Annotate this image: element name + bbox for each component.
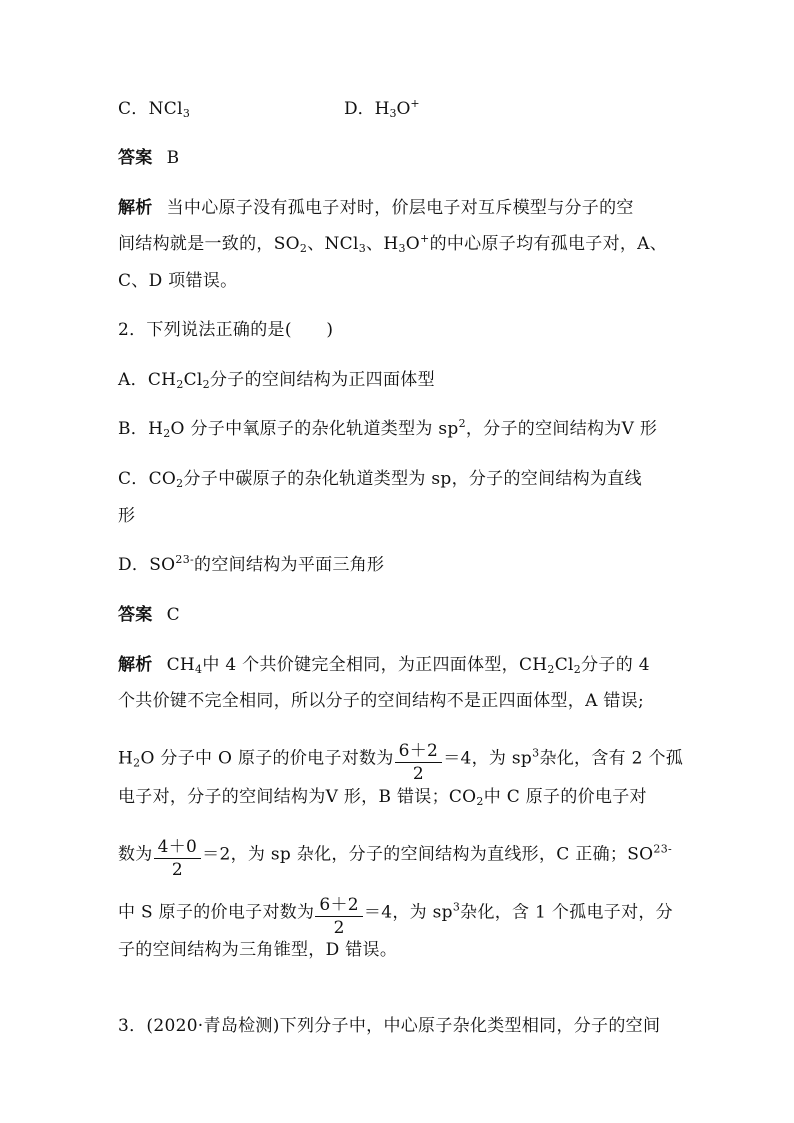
option-text: 形 — [118, 506, 136, 526]
analysis-text: O — [405, 234, 421, 254]
q1-analysis-line-3 — [118, 270, 237, 292]
q1-analysis-line-2 — [118, 233, 667, 255]
option-text: B．H — [118, 419, 164, 439]
q1-option-c — [118, 98, 190, 120]
analysis-text: 分子的 4 — [581, 655, 650, 675]
q2-option-c-line-1 — [118, 468, 642, 490]
subscript: 2 — [176, 378, 184, 391]
q1-option-d — [344, 98, 420, 120]
subscript: 2 — [573, 663, 582, 676]
fraction-numerator: 6＋2 — [395, 741, 443, 763]
q2-analysis-line-1 — [118, 654, 650, 676]
fraction-denominator: 2 — [333, 918, 345, 938]
question-stem: 3．(2020·青岛检测)下列分子中，中心原子杂化类型相同，分子的空间 — [118, 1016, 661, 1036]
option-text: D．H — [344, 99, 390, 119]
q2-answer — [118, 604, 180, 626]
option-text: ，分子的空间结构为V 形 — [465, 419, 658, 439]
q2-option-b — [118, 418, 657, 440]
subscript: 2 — [202, 378, 210, 391]
fraction-denominator: 2 — [171, 860, 183, 880]
subscript: 2 — [133, 756, 141, 770]
subscript: 4 — [195, 663, 203, 676]
subscript: 3 — [182, 107, 191, 120]
analysis-text: 中 S 原子的价电子对数为 — [118, 902, 315, 923]
fraction — [315, 895, 363, 939]
analysis-text: 间结构就是一致的，SO — [118, 234, 300, 254]
q2-option-d — [118, 554, 384, 576]
superscript: 3 — [532, 746, 540, 760]
superscript: + — [420, 232, 430, 245]
analysis-text: 个共价键不完全相同，所以分子的空间结构不是正四面体型，A 错误; — [118, 691, 645, 711]
option-text: 分子的空间结构为正四面体型 — [209, 370, 435, 390]
analysis-text: 的中心原子均有孤电子对，A、 — [429, 234, 668, 254]
subscript: 2 — [476, 795, 484, 808]
answer-value: B — [166, 148, 180, 168]
analysis-text: 、H — [366, 234, 399, 254]
option-text: O — [396, 99, 411, 119]
fraction-numerator: 6＋2 — [315, 895, 363, 917]
analysis-text: 数为 — [118, 844, 153, 865]
superscript: 23- — [653, 842, 673, 856]
option-text: 的空间结构为平面三角形 — [194, 555, 385, 575]
analysis-text: 、NCl — [307, 234, 359, 254]
analysis-text: Cl — [554, 655, 574, 675]
option-text: 分子中碳原子的杂化轨道类型为 sp，分子的空间结构为直线 — [183, 469, 642, 489]
analysis-text: ＝4，为 sp — [363, 902, 453, 923]
answer-label: 答案 — [118, 605, 153, 625]
q2-analysis-line-2 — [118, 690, 644, 712]
option-text: C．NCl — [118, 99, 183, 119]
q2-stem — [118, 319, 333, 341]
analysis-text: H — [118, 748, 134, 769]
analysis-label: 解析 — [118, 198, 153, 218]
q2-analysis-line-7 — [118, 939, 397, 961]
superscript: 3 — [452, 900, 461, 914]
q3-stem — [118, 1015, 660, 1037]
analysis-text: ＝4，为 sp — [443, 748, 533, 769]
subscript: 2 — [547, 663, 555, 676]
subscript: 2 — [176, 477, 184, 490]
analysis-text: CH — [166, 655, 196, 675]
subscript: 3 — [358, 242, 367, 255]
fraction — [154, 837, 202, 881]
analysis-text: 当中心原子没有孤电子对时，价层电子对互斥模型与分子的空 — [166, 198, 634, 218]
analysis-text: 杂化，含 1 个孤电子对，分 — [460, 902, 673, 923]
analysis-text: 电子对，分子的空间结构为V 形，B 错误；CO — [118, 787, 477, 807]
analysis-text: 子的空间结构为三角锥型，D 错误。 — [118, 940, 398, 960]
option-text: A．CH — [118, 370, 177, 390]
answer-value: C — [166, 605, 180, 625]
q2-analysis-line-4 — [118, 786, 647, 808]
superscript: + — [410, 97, 420, 110]
option-text: Cl — [183, 370, 203, 390]
subscript: 2 — [163, 427, 171, 440]
q2-analysis-line-6 — [118, 891, 673, 938]
q2-option-a — [118, 369, 435, 391]
subscript: 3 — [398, 242, 406, 255]
answer-label: 答案 — [118, 148, 153, 168]
analysis-label: 解析 — [118, 655, 153, 675]
q2-analysis-line-3 — [118, 737, 684, 784]
option-text: O 分子中氧原子的杂化轨道类型为 sp — [170, 419, 459, 439]
superscript: 23- — [175, 553, 195, 566]
option-text: C．CO — [118, 469, 177, 489]
option-text: D．SO — [118, 555, 176, 575]
subscript: 2 — [299, 242, 308, 255]
q2-option-c-line-2 — [118, 505, 135, 527]
q1-analysis-line-1 — [118, 197, 634, 219]
fraction-numerator: 4＋0 — [154, 837, 202, 859]
q2-analysis-line-5 — [118, 833, 673, 880]
fraction — [395, 741, 443, 785]
analysis-text: ＝2，为 sp 杂化，分子的空间结构为直线形，C 正确；SO — [202, 844, 654, 865]
fraction-denominator: 2 — [412, 764, 424, 784]
analysis-text: 杂化，含有 2 个孤 — [539, 748, 684, 769]
analysis-text: C、D 项错误。 — [118, 271, 238, 291]
analysis-text: O 分子中 O 原子的价电子对数为 — [140, 748, 394, 769]
analysis-text: 中 C 原子的价电子对 — [483, 787, 647, 807]
q1-answer — [118, 147, 179, 169]
question-stem: 2．下列说法正确的是( ) — [118, 320, 334, 340]
superscript: 2 — [458, 417, 466, 430]
analysis-text: 中 4 个共价键完全相同，为正四面体型，CH — [202, 655, 548, 675]
subscript: 3 — [389, 107, 397, 120]
